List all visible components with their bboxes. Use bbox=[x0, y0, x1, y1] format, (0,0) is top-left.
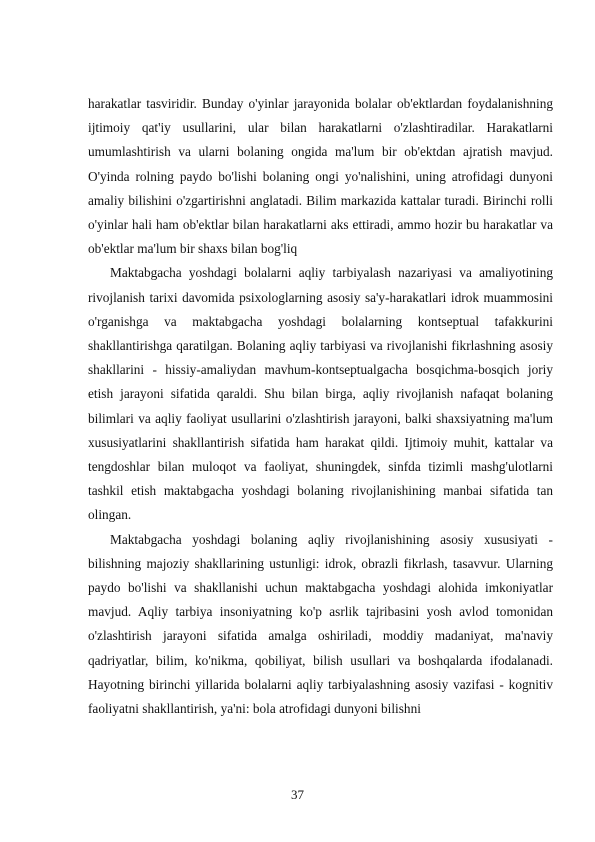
page-number: 37 bbox=[291, 787, 304, 802]
paragraph: Maktabgacha yoshdagi bolalarni aqliy tarbiyalash nazariyasi va amaliyotining rivojlanish tarixi davomida psixologlarning asosiy sa'y-harakatlari idrok muammosini o'rganishga va maktabgacha yoshdagi bolalarning kontseptual tafakkurini shakllantirishga qaratilgan. Bolaning aqliy tarbiyasi va rivojlanishi fikrlashning asosiy shakllarini - hissiy-amaliydan mavhum-kontseptualgacha bosqichma-bosqich joriy etish jarayoni sifatida qaraldi. Shu bilan birga, aqliy rivojlanish nafaqat bolaning bilimlari va aqliy faoliyat usullarini o'zlashtirish jarayoni, balki shaxsiyatning ma'lum xususiyatlarini shakllantirish sifatida ham harakat qildi. Ijtimoiy muhit, kattalar va tengdoshlar bilan muloqot va faoliyat, shuningdek, sinfda tizimli mashg'ulotlarni tashkil etish maktabgacha yoshdagi bolaning rivojlanishining manbai sifatida tan olingan. bbox=[88, 265, 553, 523]
paragraph: Maktabgacha yoshdagi bolaning aqliy rivojlanishining asosiy xususiyati - bilishning majoziy shakllarining ustunligi: idrok, obrazli fikrlash, tasavvur. Ularning paydo bo'lishi va shakllanishi uchun maktabgacha yoshdagi alohida imkoniyatlar mavjud. Aqliy tarbiya insoniyatning ko'p asrlik tajribasini yosh avlod tomonidan o'zlashtirish jarayoni sifatida amalga oshiriladi, moddiy madaniyat, ma'naviy qadriyatlar, bilim, ko'nikma, qobiliyat, bilish usullari va boshqalarda ifodalanadi. Hayotning birinchi yillarida bolalarni aqliy tarbiyalashning asosiy vazifasi - kognitiv faoliyatni shakllantirish, ya'ni: bola atrofidagi dunyoni bilishni bbox=[88, 531, 553, 717]
paragraph-continuation: harakatlar tasviridir. Bunday o'yinlar jarayonida bolalar ob'ektlardan foydalanishning ijtimoiy qat'iy usullarini, ular bilan harakatlarni o'zlashtiradilar. Harakatlarni umumlashtirish va ularni bolaning ongida ma'lum bir ob'ektdan ajratish mavjud. O'yinda rolning paydo bo'lishi bolaning ongi yo'nalishini, uning atrofidagi dunyoni amaliy bilishini o'zgartirishni anglatadi. Bilim markazida kattalar turadi. Birinchi rolli o'yinlar hali ham ob'ektlar bilan harakatlarni aks ettiradi, ammo hozir bu harakatlar va ob'ektlar ma'lum bir shaxs bilan bog'liq bbox=[88, 96, 553, 257]
body-text bbox=[88, 92, 553, 721]
